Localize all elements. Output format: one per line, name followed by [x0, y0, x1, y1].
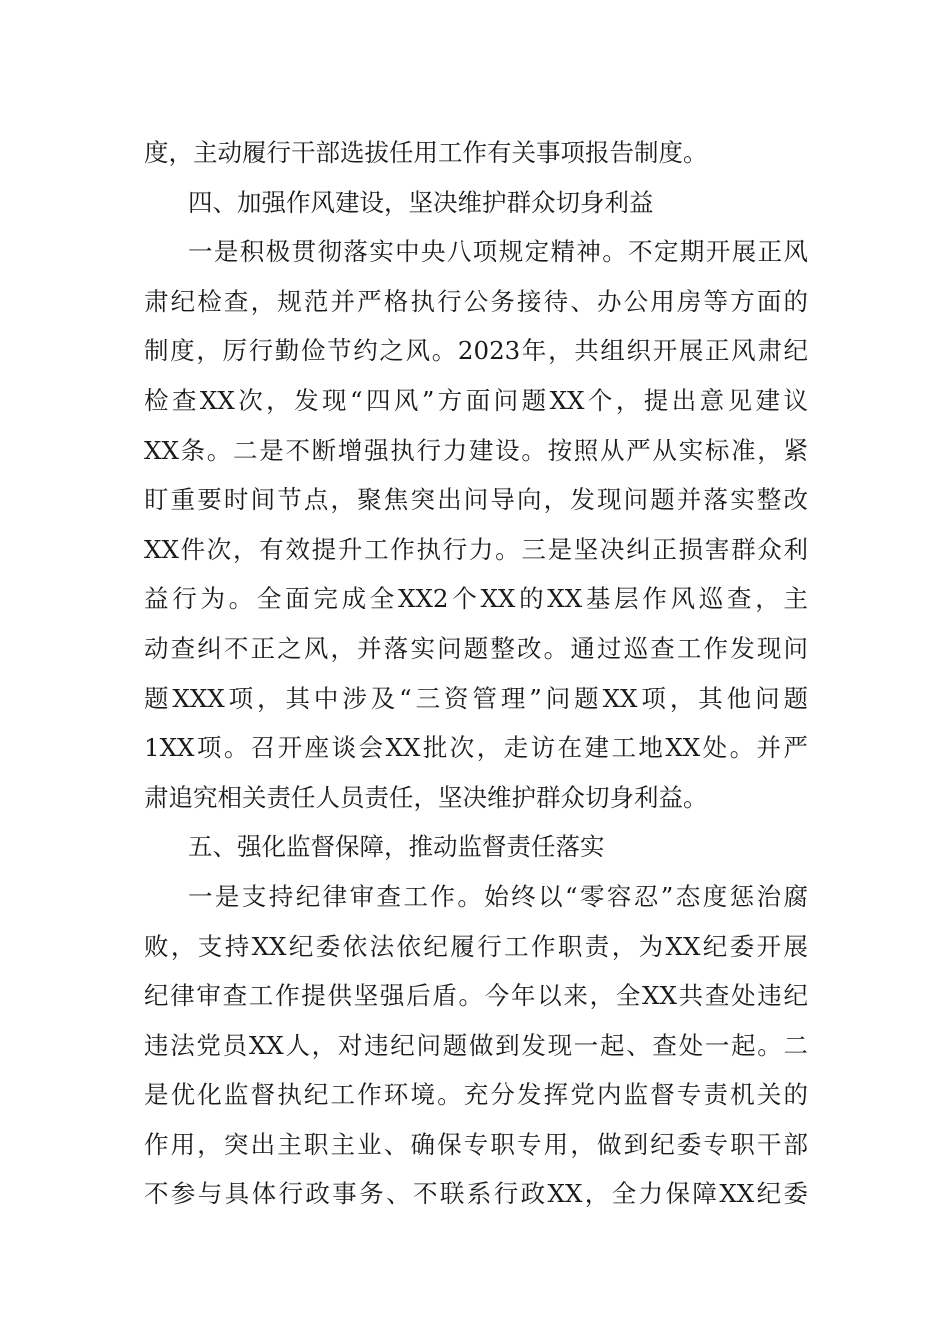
text-line: 是优化监督执纪工作环境。充分发挥党内监督专责机关的: [144, 1080, 808, 1110]
text-line: XX件次，有效提升工作执行力。三是坚决纠正损害群众利: [144, 534, 808, 564]
text-line: 一是支持纪律审查工作。始终以“零容忍”态度惩治腐: [188, 881, 808, 911]
text-line: XX条。二是不断增强执行力建设。按照从严从实标准，紧: [144, 435, 808, 465]
section-heading-4: 四、加强作风建设，坚决维护群众切身利益: [188, 187, 654, 217]
text-line: 纪律审查工作提供坚强后盾。今年以来，全XX共查处违纪: [144, 981, 808, 1011]
text-line: 度，主动履行干部选拔任用工作有关事项报告制度。: [144, 138, 708, 167]
text-line: 作用，突出主职主业、确保专职专用，做到纪委专职干部: [144, 1129, 808, 1159]
text-line: 肃追究相关责任人员责任，坚决维护群众切身利益。: [144, 782, 708, 812]
text-line: 益行为。全面完成全XX2个XX的XX基层作风巡查，主: [144, 584, 808, 614]
text-line: 检查XX次，发现“四风”方面问题XX个，提出意见建议: [144, 385, 808, 415]
text-line: 违法党员XX人，对违纪问题做到发现一起、查处一起。二: [144, 1030, 808, 1060]
text-line: 败，支持XX纪委依法依纪履行工作职责，为XX纪委开展: [144, 931, 808, 961]
text-line: 肃纪检查，规范并严格执行公务接待、办公用房等方面的: [144, 286, 808, 316]
text-line: 1XX项。召开座谈会XX批次，走访在建工地XX处。并严: [144, 733, 808, 763]
text-line: 一是积极贯彻落实中央八项规定精神。不定期开展正风: [188, 237, 808, 267]
text-line: 动查纠不正之风，并落实问题整改。通过巡查工作发现问: [144, 633, 808, 663]
text-line: 题XXX项，其中涉及“三资管理”问题XX项，其他问题: [144, 683, 808, 713]
section-heading-5: 五、强化监督保障，推动监督责任落实: [188, 832, 605, 862]
text-line: 不参与具体行政事务、不联系行政XX，全力保障XX纪委: [144, 1179, 808, 1209]
document-body: [144, 128, 808, 1219]
text-line: 盯重要时间节点，聚焦突出问导向，发现问题并落实整改: [144, 485, 808, 515]
text-line: 制度，厉行勤俭节约之风。2023年，共组织开展正风肃纪: [144, 336, 808, 366]
